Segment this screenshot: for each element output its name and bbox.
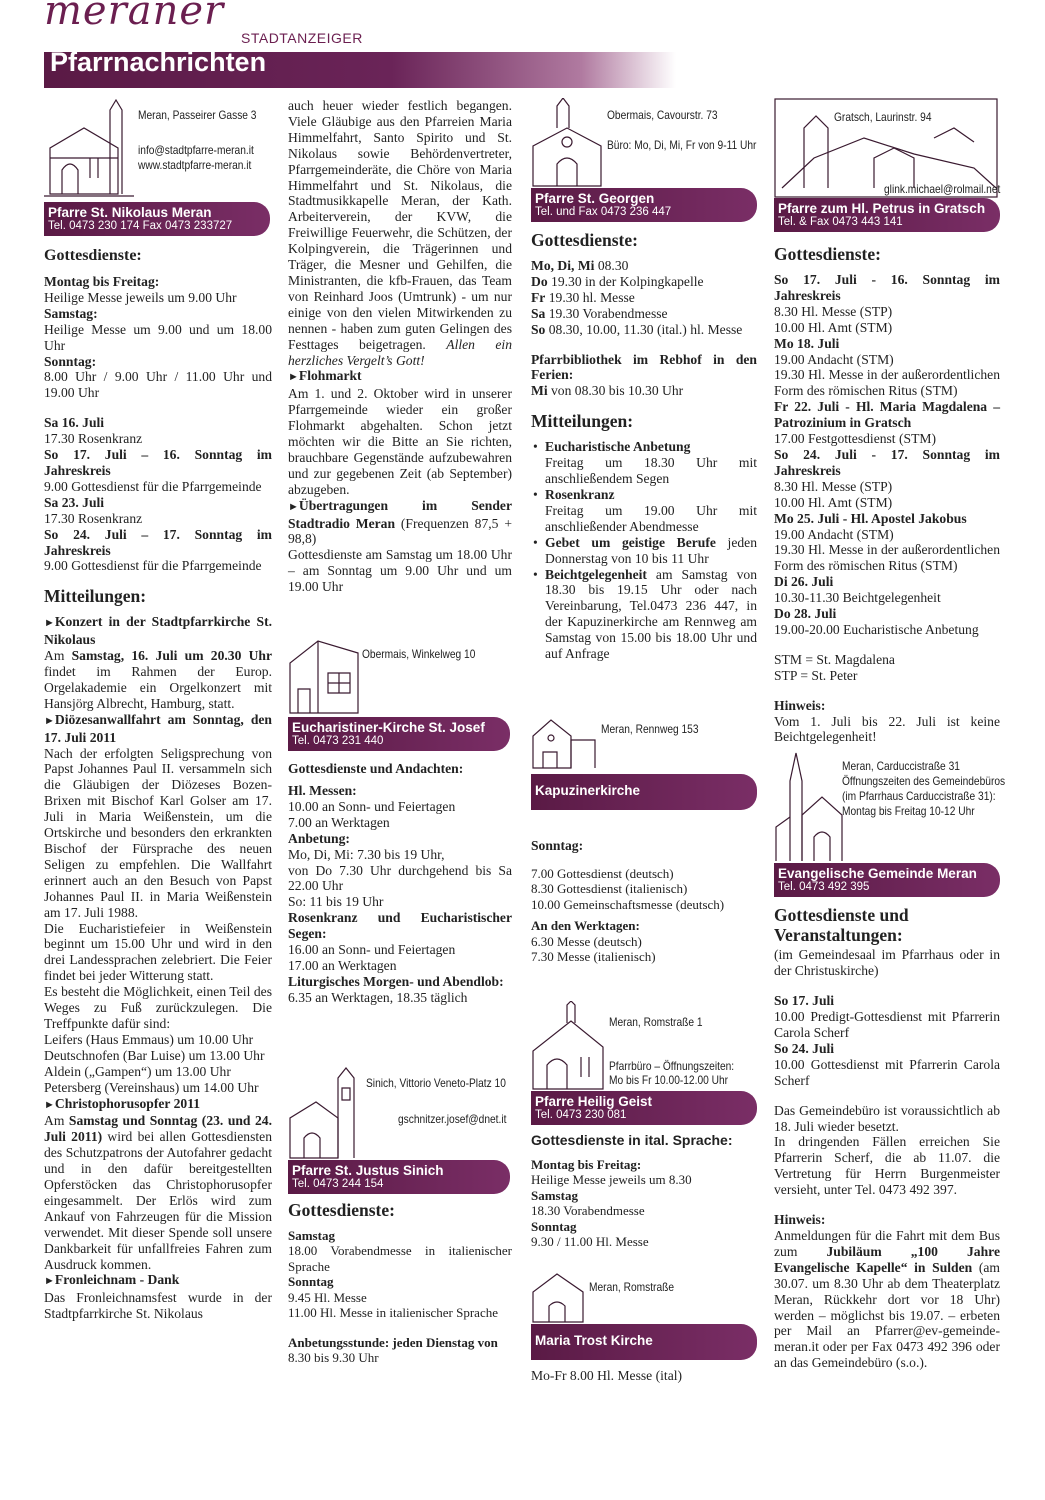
list-item bbox=[531, 439, 757, 487]
notice-text: Gottesdienste am Samstag um 18.00 Uhr – am Sonntag um 9.00 Uhr und um 19.00 Uhr bbox=[288, 547, 512, 595]
date-text: 19.00-20.00 Eucharistische Anbetung bbox=[774, 621, 979, 637]
parish-address: Obermais, Winkelweg 10 bbox=[362, 647, 476, 662]
notice-italic: Allen ein herzliches Vergelt’s Gott! bbox=[288, 336, 512, 368]
day-text: 19.30 hl. Messe bbox=[545, 289, 635, 305]
date-text: 8.30 Hl. Messe (STP) bbox=[774, 303, 893, 319]
parish-website-link[interactable]: www.stadtpfarre-meran.it bbox=[138, 158, 252, 172]
date-label: Mo 18. Juli bbox=[774, 335, 840, 351]
parish-name-bar bbox=[288, 717, 510, 751]
schedule-text: von Do 7.30 Uhr durchgehend bis Sa 22.00 Uhr bbox=[288, 862, 512, 894]
schedule-text: 18.00 Vorabendmesse in italienischer Sprache bbox=[288, 1243, 512, 1274]
parish-address: Meran, Rennweg 153 bbox=[601, 721, 699, 736]
parish-name-bar bbox=[774, 863, 1000, 897]
column-2 bbox=[288, 98, 512, 1366]
list-item bbox=[531, 567, 757, 662]
parish-phone: Tel. 0473 230 174 Fax 0473 233727 bbox=[48, 220, 233, 232]
parish-name-bar bbox=[288, 1160, 510, 1194]
church-evangelisch-illustration bbox=[774, 751, 844, 863]
notice-heading: ► Diözesanwallfahrt am Sonntag, den 17. Juli 2011 bbox=[44, 712, 272, 745]
notice-text: Anmeldungen für die Fahrt mit dem Bus zum bbox=[774, 1227, 1000, 1259]
item-heading: Rosenkranz bbox=[545, 486, 615, 502]
notice-text: Vom 1. Juli bis 22. Juli ist keine Beichtgelegenheit! bbox=[774, 713, 1000, 745]
notice-emphasis: Samstag und Sonntag (23. und 24. Juli 2011) bbox=[44, 1113, 272, 1145]
parish-office-label: Pfarrbüro – Öffnungszeiten: bbox=[609, 1058, 735, 1073]
parish-name: Pfarre St. Georgen bbox=[535, 191, 655, 206]
abbreviation: STP = St. Peter bbox=[774, 667, 858, 683]
heading-gottesdienste: Gottesdienste: bbox=[288, 1199, 395, 1220]
parish-address: Meran, Carduccistraße 31 bbox=[842, 759, 960, 774]
schedule-text: 10.00 an Sonn- und Feiertagen bbox=[288, 798, 456, 814]
parish-office-hours: Montag bis Freitag 10-12 Uhr bbox=[842, 804, 975, 819]
heading-ital-gottesdienste: Gottesdienste in ital. Sprache: bbox=[531, 1131, 733, 1148]
notice-text: Die Eucharistiefeier in Weißenstein beginnt um 15.00 Uhr und wird in den drei Landessprachen zelebriert. Die Feier findet bei jeder Witterung statt. bbox=[44, 920, 272, 984]
notice-text: Es besteht die Möglichkeit, einen Teil des Weges zu Fuß zurückzulegen. Die Treffpunkte dafür sind: bbox=[44, 984, 272, 1031]
date-label: So 24. Juli bbox=[774, 1040, 835, 1056]
item-text: Freitag um 19.00 Uhr mit anschließender Abendmesse bbox=[545, 502, 757, 534]
notice-emphasis: Jubiläum „100 Jahre Evangelische Kapelle“ in Sulden bbox=[774, 1243, 1000, 1275]
parish-name: Pfarre Heilig Geist bbox=[535, 1093, 653, 1109]
day-text: 08.30, 10.00, 11.30 (ital.) hl. Messe bbox=[545, 321, 743, 337]
meeting-point: Aldein („Gampen“) um 13.00 Uhr bbox=[44, 1063, 231, 1079]
parish-email-link[interactable]: info@stadtpfarre-meran.it bbox=[138, 143, 254, 157]
heading-mitteilungen: Mitteilungen: bbox=[44, 586, 147, 607]
parish-address: Sinich, Vittorio Veneto-Platz 10 bbox=[366, 1075, 506, 1090]
day-text: 19.30 Vorabendmesse bbox=[545, 305, 668, 321]
date-label: Di 26. Juli bbox=[774, 574, 834, 590]
parish-card-georgen bbox=[531, 98, 757, 224]
date-text: 10.30-11.30 Beichtgelegenheit bbox=[774, 590, 941, 606]
parish-card-petrus bbox=[774, 98, 1000, 236]
day-text: 08.30 bbox=[594, 258, 629, 273]
section-header bbox=[44, 47, 676, 88]
parish-card-josef bbox=[288, 633, 512, 755]
heading-gottesdienste: Gottesdienste: bbox=[44, 247, 142, 264]
schedule-label: Anbetung: bbox=[288, 830, 350, 846]
day-label: Do bbox=[531, 273, 548, 289]
schedule-label: An den Werktagen: bbox=[531, 918, 640, 934]
parish-name-bar bbox=[531, 774, 757, 810]
heading-mitteilungen: Mitteilungen: bbox=[531, 411, 634, 432]
parish-office-label: Öffnungszeiten des Gemeindebüros bbox=[842, 774, 1006, 789]
schedule-text: Heilige Messe jeweils um 8.30 bbox=[531, 1172, 692, 1188]
day-label: Fr bbox=[531, 289, 546, 305]
notice-text: In dringenden Fällen erreichen Sie Pfarrerin Scherf, die ab 11.07. die Vertretung für Herrn Burgenmeister versieht, unter Tel. 0473 492 397. bbox=[774, 1134, 1000, 1198]
notice-text: Nach der erfolgten Seligsprechung von Papst Johannes Paul II. versammeln sich die Gläubigen der Diözeses Bozen-Brixen mit Bischof Karl Golser am 17. Juli in Maria Weißenstein, um die Ortskirche und besonders den erkrankten Bischof der Fürsprache des neuen Seligen zu empfehlen. Die Wallfahrt erinnert auch an den Besuch von Papst Johannes Paul II. in Maria Weißenstein am 17. Juli 1988. bbox=[44, 745, 272, 920]
schedule-text: 6.35 an Werktagen, 18.35 täglich bbox=[288, 989, 468, 1005]
parish-name: Pfarre zum Hl. Petrus in Gratsch bbox=[778, 201, 986, 216]
notice-text: Am 1. und 2. Oktober wird in unserer Pfarrgemeinde wieder ein großer Flohmarkt abgehalten. Schon jetzt möchten wir die Bitte an Sie richten, brauchbare Gegenstände aufzubewahren und zur gegebenen Zeit (ab September) abzugeben. bbox=[288, 386, 512, 497]
church-kapuziner-illustration bbox=[531, 710, 597, 770]
date-text: 17.00 Festgottesdienst (STM) bbox=[774, 431, 936, 447]
day-label: Sa bbox=[531, 305, 546, 321]
schedule-label: Montag bis Freitag: bbox=[531, 1156, 642, 1172]
date-label: Fr 22. Juli - Hl. Maria Magdalena – Patrozinium in Gratsch bbox=[774, 399, 1000, 431]
church-maria-trost-illustration bbox=[531, 1268, 585, 1324]
parish-address: Meran, Romstraße bbox=[589, 1279, 675, 1294]
notice-text: wird bei allen Gottesdiensten des Schutzpatrons der Autofahrer gedacht und in den dafür bereitgestellten Opferstöcken das Christophorusopfer eingesammelt. Der Erlös wird zum Ankauf von Fahrzeugen für die Mission verwendet. Mit dieser Spende soll unsere Dankbarkeit für unfallfreies Fahren zum Ausdruck kommen. bbox=[44, 1129, 272, 1272]
library-heading: Pfarrbibliothek im Rebhof in den Ferien: bbox=[531, 351, 757, 383]
date-text: 8.30 Hl. Messe (STP) bbox=[774, 478, 893, 494]
item-heading: Eucharistische Anbetung bbox=[545, 439, 691, 455]
schedule-text: 9.30 / 11.00 Hl. Messe bbox=[531, 1234, 649, 1250]
column-4 bbox=[774, 98, 1006, 1371]
date-label: Do 28. Juli bbox=[774, 606, 837, 622]
parish-card-kapuziner bbox=[531, 710, 757, 832]
schedule-text: 9.45 Hl. Messe bbox=[288, 1289, 367, 1305]
parish-office-hours: Mo bis Fr 10.00-12.00 Uhr bbox=[609, 1072, 729, 1087]
notice-list bbox=[531, 439, 757, 662]
church-nikolaus-illustration bbox=[44, 98, 134, 202]
date-text: 17.30 Rosenkranz bbox=[44, 510, 143, 526]
notice-heading: Hinweis: bbox=[774, 1212, 826, 1228]
parish-name-bar bbox=[44, 202, 270, 236]
schedule-label: Montag bis Freitag: bbox=[44, 274, 160, 289]
parish-name: Pfarre St. Nikolaus Meran bbox=[48, 205, 212, 220]
parish-office-hours: Büro: Mo, Di, Mi, Fr von 9-11 Uhr bbox=[607, 138, 757, 152]
parish-card-heilig-geist bbox=[531, 1001, 757, 1127]
date-label: Mo 25. Juli - Hl. Apostel Jakobus bbox=[774, 510, 967, 526]
schedule-label: Anbetungsstunde: jeden Dienstag von bbox=[288, 1334, 498, 1350]
parish-name: Pfarre St. Justus Sinich bbox=[292, 1162, 444, 1178]
heading-gottesdienste-andachten: Gottesdienste und Andachten: bbox=[288, 761, 464, 777]
parish-phone: Tel. 0473 492 395 bbox=[778, 881, 870, 894]
notice-text: (Frequenzen 87,5 + 98,8) bbox=[288, 515, 512, 547]
parish-name-bar bbox=[531, 1324, 757, 1360]
notice-text: auch heuer wieder festlich begangen. Viele Gläubige aus den Pfarreien Maria Himmelfahrt, Santo Spirito und St. Nikolaus sowie Behördenvertreter, Pfarrgemeinderäte, die Chöre von Maria Himmelfahrt und St. Nikolaus, die Stadtmusikkapelle Meran, der Kath. Arbeiterverein, der KVW, die Freiwillige Feuerwehr, die Schützen, der Kolpingverein, die Trägerinnen und Träger, die Mesner und Gehilfen, die Ministranten, die kfb-Frauen, das Team von Reinhard Joos (Umtrunk) - um nur einige von den vielen Mitwirkenden zu nennen - haben zum guten Gelingen des Festtages beigetragen. bbox=[288, 98, 512, 352]
date-text: 10.00 Predigt-Gottesdienst mit Pfarrerin Carola Scherf bbox=[774, 1009, 1000, 1040]
schedule-label: Sonntag bbox=[288, 1274, 334, 1290]
notice-text: (im Gemeindesaal im Pfarrhaus oder in der Christuskirche) bbox=[774, 947, 1000, 979]
church-josef-illustration bbox=[288, 633, 363, 717]
parish-phone: Tel. 0473 230 081 bbox=[535, 1108, 627, 1121]
date-label: Sa 23. Juli bbox=[44, 494, 105, 510]
day-text: 19.30 in der Kolpingkapelle bbox=[547, 273, 704, 289]
date-label: So 24. Juli - 17. Sonntag im Jahreskreis bbox=[774, 446, 1000, 478]
parish-address: Meran, Romstraße 1 bbox=[609, 1014, 703, 1029]
parish-name: Eucharistiner-Kirche St. Josef bbox=[292, 720, 485, 736]
abbreviation: STM = St. Magdalena bbox=[774, 651, 895, 667]
schedule-text: 11.00 Hl. Messe in italienischer Sprache bbox=[288, 1305, 498, 1321]
parish-email-link[interactable]: gschnitzer.josef@dnet.it bbox=[398, 1111, 507, 1126]
day-label: So bbox=[531, 321, 546, 337]
schedule-text: So: 11 bis 19 Uhr bbox=[288, 894, 384, 910]
schedule-label: Rosenkranz und Eucharistischer Segen: bbox=[288, 910, 512, 942]
date-label: So 17. Juli - 16. Sonntag im Jahreskreis bbox=[774, 272, 1000, 303]
parish-address: Obermais, Cavourstr. 73 bbox=[607, 108, 718, 122]
meeting-point: Deutschnofen (Bar Luise) um 13.00 Uhr bbox=[44, 1047, 265, 1063]
notice-text: Am bbox=[44, 648, 72, 664]
parish-name-bar bbox=[531, 1091, 757, 1125]
schedule-label: Samstag bbox=[288, 1227, 335, 1243]
schedule-label: Samstag: bbox=[44, 305, 98, 321]
parish-name: Maria Trost Kirche bbox=[535, 1332, 653, 1348]
date-label: So 17. Juli bbox=[774, 993, 835, 1009]
date-text: 19.30 Hl. Messe in der außerordentlichen Form des römischen Ritus (STM) bbox=[774, 367, 1000, 399]
notice-heading: ► Fronleichnam - Dank bbox=[44, 1272, 179, 1287]
item-heading: Beichtgelegenheit bbox=[545, 566, 647, 582]
schedule-text: Mo-Fr 8.00 Hl. Messe (ital) bbox=[531, 1367, 683, 1383]
date-text: 10.00 Hl. Amt (STM) bbox=[774, 319, 893, 335]
list-item bbox=[531, 487, 757, 535]
schedule-text: 7.00 an Werktagen bbox=[288, 814, 390, 830]
heading-gottesdienste: Gottesdienste: bbox=[774, 244, 881, 264]
date-text: 9.00 Gottesdienst für die Pfarrgemeinde bbox=[44, 478, 262, 494]
masthead-subtitle: STADTANZEIGER bbox=[241, 30, 363, 46]
notice-heading: ► Übertragungen im Sender Stadtradio Meran bbox=[288, 498, 512, 531]
date-label: Sa 16. Juli bbox=[44, 415, 105, 431]
schedule-label: Sonntag: bbox=[531, 837, 584, 853]
schedule-text: 18.30 Vorabendmesse bbox=[531, 1203, 645, 1219]
schedule-text: 6.30 Messe (deutsch) bbox=[531, 933, 642, 949]
date-text: 19.00 Andacht (STM) bbox=[774, 351, 894, 367]
schedule-text: Mo, Di, Mi: 7.30 bis 19 Uhr, bbox=[288, 846, 445, 862]
date-text: 17.30 Rosenkranz bbox=[44, 431, 143, 447]
schedule-text: Heilige Messe um 9.00 und um 18.00 Uhr bbox=[44, 321, 272, 353]
parish-card-justus bbox=[288, 1066, 512, 1194]
parish-card-evangelisch bbox=[774, 751, 1006, 899]
date-text: 19.30 Hl. Messe in der außerordentlichen Form des römischen Ritus (STM) bbox=[774, 542, 1000, 574]
list-item bbox=[531, 535, 757, 567]
schedule-text: 8.30 bis 9.30 Uhr bbox=[288, 1350, 379, 1366]
church-georgen-illustration bbox=[531, 98, 603, 188]
schedule-label: Sonntag: bbox=[44, 353, 97, 369]
parish-phone: Tel. 0473 231 440 bbox=[292, 735, 384, 748]
parish-name-bar bbox=[531, 188, 757, 222]
item-text: Freitag um 18.30 Uhr mit anschließendem Segen bbox=[545, 455, 757, 487]
meeting-point: Leifers (Haus Emmaus) um 10.00 Uhr bbox=[44, 1031, 254, 1047]
date-text: 9.00 Gottesdienst für die Pfarrgemeinde bbox=[44, 558, 262, 574]
item-heading: Gebet um geistige Berufe bbox=[545, 534, 716, 550]
schedule-text: 8.30 Gottesdienst (italienisch) bbox=[531, 881, 688, 897]
day-label: Mi bbox=[531, 383, 548, 399]
notice-text: Das Fronleichnamsfest wurde in der Stadtpfarrkirche St. Nikolaus bbox=[44, 1290, 272, 1322]
parish-address: Gratsch, Laurinstr. 94 bbox=[834, 110, 932, 124]
parish-name-bar bbox=[774, 198, 1000, 232]
schedule-text: 8.00 Uhr / 9.00 Uhr / 11.00 Uhr und 19.00 Uhr bbox=[44, 369, 272, 401]
parish-name: Evangelische Gemeinde Meran bbox=[778, 866, 977, 882]
meeting-point: Petersberg (Vereinshaus) um 14.00 Uhr bbox=[44, 1079, 259, 1095]
notice-emphasis: Samstag, 16. Juli um 20.30 Uhr bbox=[71, 648, 273, 664]
church-heilig-geist-illustration bbox=[531, 1001, 605, 1091]
schedule-label: Sonntag bbox=[531, 1218, 577, 1234]
notice-text: Das Gemeindebüro ist voraussichtlich ab 18. Juli wieder besetzt. bbox=[774, 1102, 1000, 1134]
parish-address: Meran, Passeirer Gasse 3 bbox=[138, 108, 257, 122]
column-1 bbox=[44, 98, 272, 1322]
notice-text: Am bbox=[44, 1113, 69, 1129]
day-text: von 08.30 bis 10.30 Uhr bbox=[547, 383, 684, 399]
parish-card-maria-trost bbox=[531, 1268, 757, 1362]
heading-veranstaltungen: Gottesdienste und Veranstaltungen: bbox=[774, 905, 909, 946]
schedule-label: Samstag bbox=[531, 1187, 578, 1203]
notice-text: findet im Rahmen der Europ. Orgelakademie ein Orgelkonzert mit Hansjörg Albrecht, Hamburg, statt. bbox=[44, 664, 272, 711]
item-text: jeden Donnerstag von 10 bis 11 Uhr bbox=[545, 534, 757, 566]
date-text: 10.00 Gottesdienst mit Pfarrerin Carola Scherf bbox=[774, 1056, 1000, 1088]
schedule-text: 7.00 Gottesdienst (deutsch) bbox=[531, 865, 674, 881]
column-3 bbox=[531, 98, 757, 1384]
item-text: am Samstag von 18.30 bis 19.15 Uhr oder nach Vereinbarung, Tel.0473 236 447, in der Kapuzinerkirche am Rennweg am Samstag von 15.00 bis 18.00 Uhr und auf Anfrage bbox=[545, 566, 757, 662]
date-label: So 17. Juli – 16. Sonntag im Jahreskreis bbox=[44, 447, 272, 478]
notice-heading: ► Christophorusopfer 2011 bbox=[44, 1096, 200, 1111]
notice-heading: ► Flohmarkt bbox=[288, 368, 362, 383]
parish-phone: Tel. & Fax 0473 443 141 bbox=[778, 216, 903, 228]
heading-gottesdienste: Gottesdienste: bbox=[531, 230, 638, 250]
masthead-title: meraner bbox=[44, 0, 225, 34]
parish-office-location: (im Pfarrhaus Carduccistraße 31): bbox=[842, 789, 996, 804]
parish-email-link[interactable]: glink.michael@rolmail.net bbox=[884, 182, 1001, 196]
masthead bbox=[44, 0, 664, 50]
schedule-text: 16.00 an Sonn- und Feiertagen bbox=[288, 942, 456, 958]
notice-heading: Hinweis: bbox=[774, 697, 826, 713]
schedule-text: 17.00 an Werktagen bbox=[288, 957, 397, 973]
date-text: 10.00 Hl. Amt (STM) bbox=[774, 494, 893, 510]
notice-heading: ► Konzert in der Stadtpfarrkirche St. Nikolaus bbox=[44, 614, 272, 647]
parish-phone: Tel. und Fax 0473 236 447 bbox=[535, 206, 672, 218]
church-justus-illustration bbox=[288, 1066, 358, 1160]
parish-card-nikolaus bbox=[44, 98, 272, 240]
notice-text: (am 30.07. um 8.30 Uhr ab dem Theaterplatz Meran, Rückkehr dort vor 18 Uhr) werden – möglichst bis 19.07. – erbeten per Mail an Pfarrer@ev-gemeinde-meran.it oder per Fax 0473 492 396 oder an das Gemeindebüro (s.o.). bbox=[774, 1259, 1000, 1371]
date-label: So 24. Juli – 17. Sonntag im Jahreskreis bbox=[44, 526, 272, 558]
schedule-text: 7.30 Messe (italienisch) bbox=[531, 949, 656, 965]
parish-name: Kapuzinerkirche bbox=[535, 782, 641, 798]
parish-phone: Tel. 0473 244 154 bbox=[292, 1177, 384, 1190]
date-text: 19.00 Andacht (STM) bbox=[774, 526, 894, 542]
schedule-text: 10.00 Gemeinschaftsmesse (deutsch) bbox=[531, 896, 725, 912]
schedule-label: Hl. Messen: bbox=[288, 783, 357, 798]
section-title: Pfarrnachrichten bbox=[50, 47, 267, 77]
schedule-text: Heilige Messe jeweils um 9.00 Uhr bbox=[44, 289, 237, 305]
schedule-label: Liturgisches Morgen- und Abendlob: bbox=[288, 973, 504, 989]
day-label: Mo, Di, Mi bbox=[531, 258, 595, 273]
